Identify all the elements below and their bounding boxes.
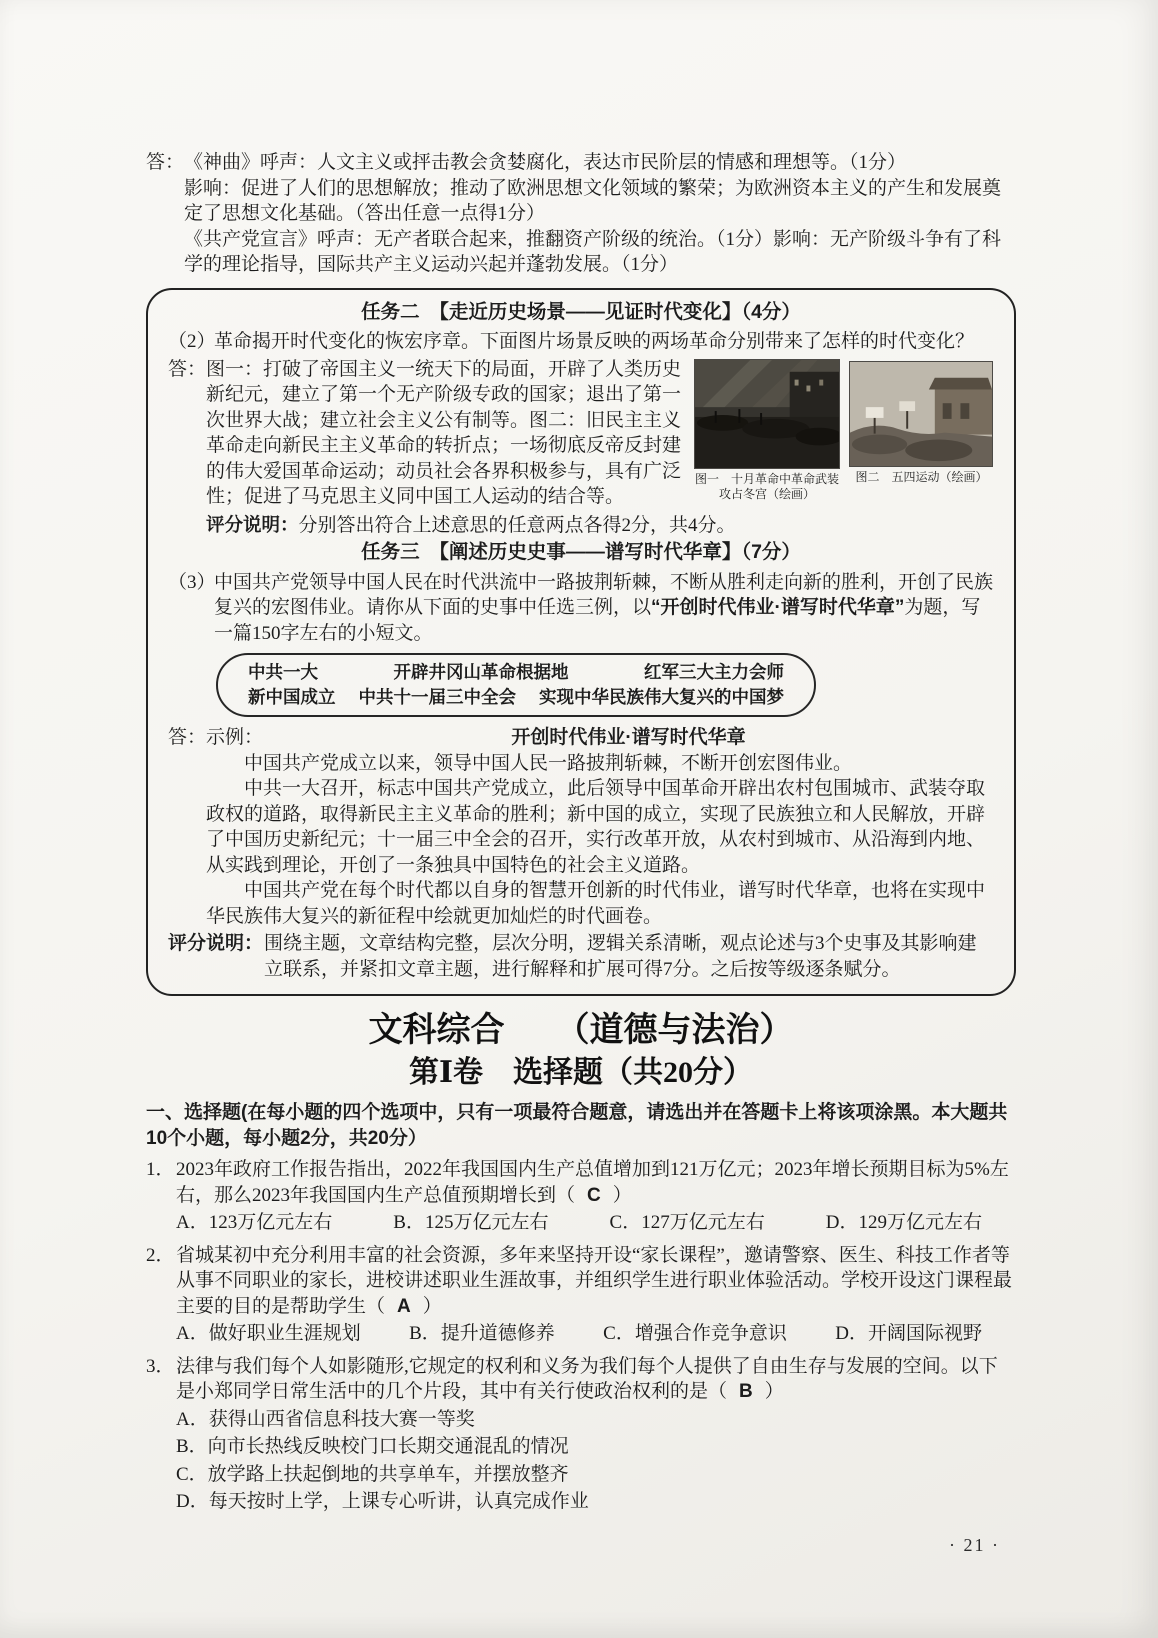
task3-scoring: [168, 931, 994, 982]
event-item: 中共一大: [248, 662, 318, 682]
event-item: 开辟井冈山革命根据地: [393, 662, 569, 682]
stem-tail: ）: [612, 1184, 632, 1206]
stem-text: 省城某初中充分利用丰富的社会资源，多年来坚持开设“家长课程”，邀请警察、医生、科技工作者等从事不同职业的家长，进校讲述职业生涯故事，并组织学生进行职业体验活动。学校开设这门课程最主要的目的是帮助学生（: [176, 1244, 1013, 1317]
answer-example-label: 答：示例：: [168, 727, 264, 748]
page-number: · 21 ·: [949, 1534, 1000, 1555]
task2-scoring-text: 分别答出符合上述意思的任意两点各得2分，共4分。: [298, 514, 736, 536]
question2-text: 革命揭开时代变化的恢宏序章。下面图片场景反映的两场革命分别带来了怎样的时代变化？: [214, 331, 975, 352]
option-b: B．125万亿元左右: [393, 1212, 549, 1233]
answer-letter: B: [739, 1381, 753, 1402]
question-2: [146, 1243, 1016, 1347]
question-stem: [176, 1354, 1016, 1405]
scoring-label: 评分说明：: [206, 513, 299, 535]
stem-tail: ）: [764, 1381, 784, 1402]
question-3: [146, 1354, 1016, 1515]
option-a: A．做好职业生涯规划: [176, 1323, 361, 1344]
options-row: [176, 1210, 1016, 1236]
event-item: 红军三大主力会师: [644, 662, 784, 682]
task2-figures: [694, 359, 994, 502]
stem-text: 法律与我们每个人如影随形,它规定的权利和义务为我们每个人提供了自由生存与发展的空间。以下是小郑同学日常生活中的几个片段，其中有关行使政治权利的是（: [176, 1355, 998, 1402]
option-c: C．增强合作竞争意识: [603, 1323, 787, 1344]
subject-title: 文科综合 （道德与法治）: [368, 1011, 794, 1049]
events-row-2: [248, 685, 784, 710]
question3-text-pre: 中国共产党领导中国人民在时代洪流中一路披荆斩棘，不断从胜利走向新的胜利，开创了民族复兴的宏图伟业。请你从下面的史事中任选三例，以: [214, 571, 994, 618]
task3-title: 任务三 【阐述历史史事——谱写时代华章】（7分）: [361, 541, 801, 563]
question2-number: （2）: [168, 331, 216, 352]
essay-title: 开创时代伟业·谱写时代华章: [511, 727, 746, 748]
options-row: [176, 1321, 1016, 1347]
stem-text: 2023年政府工作报告指出，2022年我国国内生产总值增加到121万亿元；2023年增长预期目标为5%左右，那么2023年我国国内生产总值预期增长到（: [176, 1159, 1009, 1206]
task3-scoring-text: 围绕主题，文章结构完整，层次分明，逻辑关系清晰，观点论述与3个史事及其影响建立联系，并紧扣文章主题，进行解释和扩展可得7分。之后按等级逐条赋分。: [264, 933, 977, 980]
task2-answer-text: 图一：打破了帝国主义一统天下的局面，开辟了人类历史新纪元，建立了第一个无产阶级专政的国家；退出了第一次世界大战；建立社会主义公有制等。图二：旧民主主义革命走向新民主主义革命的转折点；一场彻底反帝反封建的伟大爱国革命运动；动员社会各界积极参与，具有广泛性；促进了马克思主义同中国工人运动的结合等。: [206, 358, 682, 507]
october-revolution-painting: [694, 359, 840, 469]
question3-number: （3）: [168, 571, 216, 593]
essay-paragraph-2: 中共一大召开，标志中国共产党成立，此后领导中国革命开辟出农村包围城市、武装夺取政权的道路，取得新民主主义革命的胜利；新中国的成立，实现了民族独立和人民解放，开辟了中国历史新纪元；十一届三中全会的召开，实行改革开放，从农村到城市、从沿海到内地、从实践到理论，开创了一条独具中国特色的社会主义道路。: [206, 778, 986, 876]
question3-text-bold: “开创时代伟业·谱写时代华章”: [651, 597, 905, 618]
may-fourth-movement-painting: [849, 361, 993, 467]
option-d: D．129万亿元左右: [825, 1212, 982, 1233]
option-b: B．提升道德修养: [409, 1323, 555, 1344]
figure2-caption: 图二 五四运动（绘画）: [855, 469, 988, 484]
options-column: [176, 1407, 1016, 1515]
stem-tail: ）: [422, 1295, 442, 1317]
answer-label: 答：: [168, 358, 207, 380]
event-item: 实现中华民族伟大复兴的中国梦: [539, 687, 784, 707]
essay-paragraph-1: 中国共产党成立以来，领导中国人民一路披荆斩棘，不断开创宏图伟业。: [244, 752, 853, 774]
option-d: D．每天按时上学，上课专心听讲，认真完成作业: [176, 1491, 589, 1512]
question-number: 3．: [146, 1355, 175, 1377]
option-a: A．获得山西省信息科技大赛一等奖: [176, 1408, 475, 1430]
essay-paragraph-3: 中国共产党在每个时代都以自身的智慧开创新的时代伟业，谱写时代华章，也将在实现中华民族伟大复兴的新征程中绘就更加灿烂的时代画卷。: [206, 880, 986, 927]
question-1: [146, 1157, 1016, 1236]
top-answer-block: [146, 150, 1016, 278]
answer-paragraph-shenqu: 《神曲》呼声：人文主义或抨击教会贪婪腐化，表达市民阶层的情感和理想等。（1分）: [184, 152, 907, 173]
question-stem: [176, 1157, 1016, 1208]
answer-paragraph-influence: 影响：促进了人们的思想解放；推动了欧洲思想文化领域的繁荣；为欧洲资本主义的产生和发展奠定了思想文化基础。（答出任意一点得1分）: [184, 177, 1002, 224]
task3-question: [168, 570, 994, 647]
task3-answer: [168, 725, 994, 982]
question3-text-post: 为题，写一篇150字左右的小短文。: [214, 597, 981, 644]
option-c: C．127万亿元左右: [609, 1212, 765, 1233]
history-events-box: [216, 653, 816, 717]
essay-header: [168, 725, 994, 751]
question-number: 1．: [146, 1159, 175, 1180]
event-item: 中共十一届三中全会: [358, 687, 516, 707]
option-b: B．向市长热线反映校门口长期交通混乱的情况: [176, 1436, 569, 1457]
events-row-1: [248, 660, 784, 685]
section-instructions: 一、选择题(在每小题的四个选项中，只有一项最符合题意，请选出并在答题卡上将该项涂黑。本大题共10个小题，每小题2分，共20分）: [146, 1102, 1008, 1149]
answer-label: 答：: [146, 152, 185, 173]
option-c: C．放学路上扶起倒地的共享单车，并摆放整齐: [176, 1463, 569, 1485]
option-d: D．开阔国际视野: [835, 1323, 982, 1344]
task2-title: 任务二 【走近历史场景——见证时代变化】（4分）: [361, 300, 801, 323]
question-number: 2．: [146, 1244, 175, 1266]
task2-answer: [168, 357, 994, 539]
task2-scoring: [206, 512, 994, 539]
part1-title: 第Ⅰ卷 选择题（共20分）: [408, 1056, 754, 1089]
task-box: [146, 288, 1016, 997]
option-a: A．123万亿元左右: [176, 1212, 333, 1233]
question-stem: [176, 1243, 1016, 1320]
answer-letter: A: [397, 1295, 411, 1317]
figure-2: [849, 359, 994, 502]
answer-letter: C: [587, 1184, 601, 1206]
figure1-caption: 图一 十月革命中革命武装攻占冬宫（绘画）: [694, 471, 839, 501]
event-item: 新中国成立: [248, 687, 336, 707]
essay-body: [206, 751, 994, 930]
scoring-label: 评分说明：: [168, 933, 264, 954]
answer-paragraph-manifesto: 《共产党宣言》呼声：无产者联合起来，推翻资产阶级的统治。（1分）影响：无产阶级斗争有了科学的理论指导，国际共产主义运动兴起并蓬勃发展。（1分）: [184, 228, 1002, 275]
task2-question: [168, 329, 994, 355]
figure-1: [694, 359, 840, 502]
